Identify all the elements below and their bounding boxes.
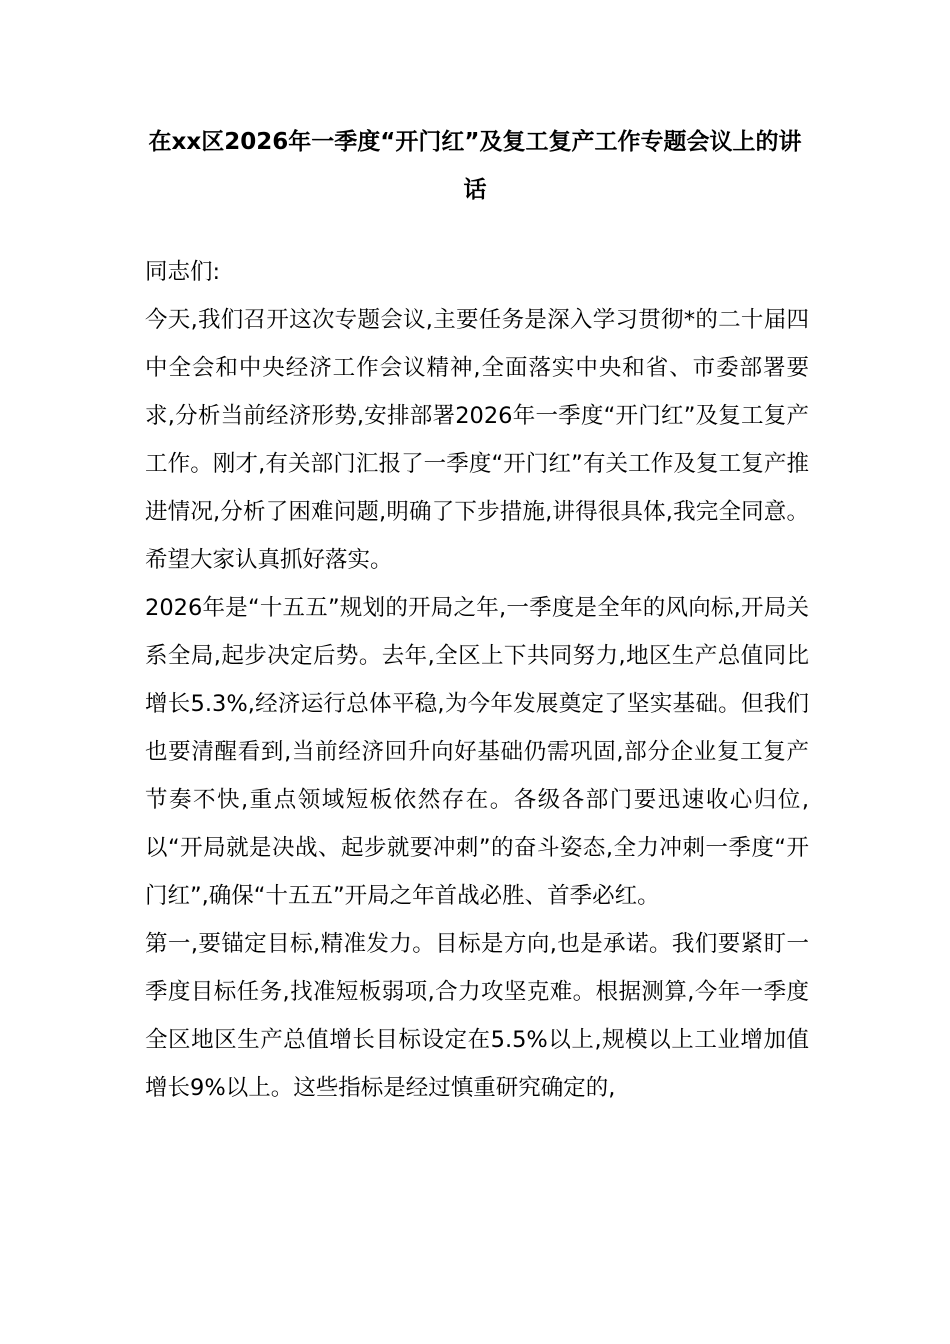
intro-paragraph: 今天,我们召开这次专题会议,主要任务是深入学习贯彻*的二十届四中全会和中央经济工作会议精神,全面落实中央和省、市委部署要求,分析当前经济形势,安排部署2026年一季度“开门红”及复工复产工作。刚才,有关部门汇报了一季度“开门红”有关工作及复工复产推进情况,分析了困难问题,明确了下步措施,讲得很具体,我完全同意。希望大家认真抓好落实。 [145,307,809,573]
context-paragraph: 2026年是“十五五”规划的开局之年,一季度是全年的风向标,开局关系全局,起步决定后势。去年,全区上下共同努力,地区生产总值同比增长5.3%,经济运行总体平稳,为今年发展奠定了坚实基础。但我们也要清醒看到,当前经济回升向好基础仍需巩固,部分企业复工复产节奏不快,重点领域短板依然存在。各级各部门要迅速收心归位,以“开局就是决战、起步就要冲刺”的奋斗姿态,全力冲刺一季度“开门红”,确保“十五五”开局之年首战必胜、首季必红。 [145,595,809,909]
page-title: 在xx区2026年一季度“开门红”及复工复产工作专题会议上的讲话 [148,129,802,203]
document-body [145,248,809,1112]
greeting-paragraph: 同志们: [145,259,221,285]
first-point-paragraph: 第一,要锚定目标,精准发力。目标是方向,也是承诺。我们要紧盯一季度目标任务,找准短板弱项,合力攻坚克难。根据测算,今年一季度全区地区生产总值增长目标设定在5.5%以上,规模以上工业增加值增长9%以上。这些指标是经过慎重研究确定的, [145,931,809,1101]
